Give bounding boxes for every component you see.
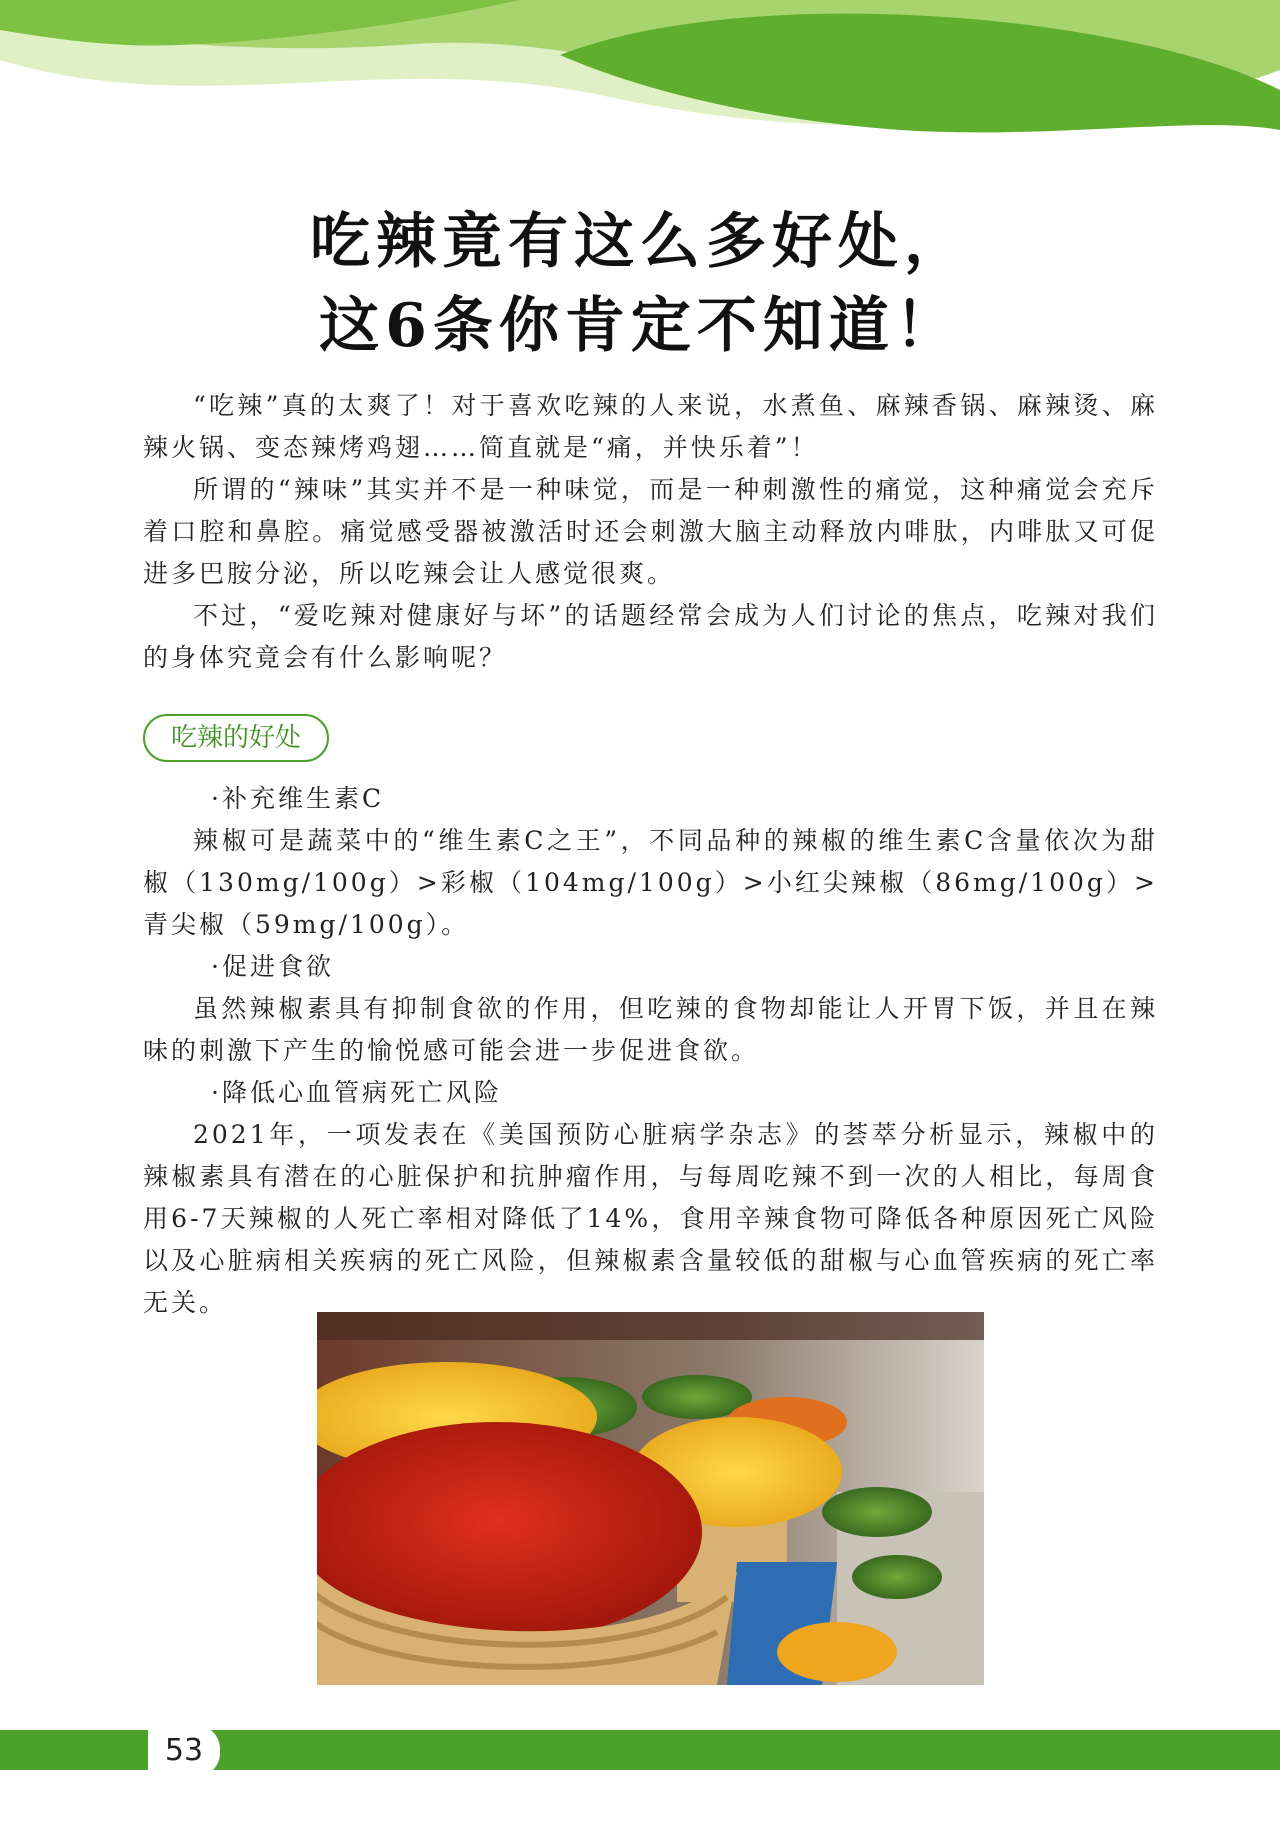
benefit-text: 2021年，一项发表在《美国预防心脏病学杂志》的荟萃分析显示，辣椒中的辣椒素具有潜在的心脏保护和抗肿瘤作用，与每周吃辣不到一次的人相比，每周食用6-7天辣椒的人死亡率相对降低了14%，食用辛辣食物可降低各种原因死亡风险以及心脏病相关疾病的死亡风险，但辣椒素含量较低的甜椒与心血管疾病的死亡率无关。 (143, 1120, 1158, 1317)
chili-market-photo (317, 1312, 984, 1685)
title-line-1: 吃辣竟有这么多好处， (310, 207, 970, 277)
benefit-text: 虽然辣椒素具有抑制食欲的作用，但吃辣的食物却能让人开胃下饭，并且在辣味的刺激下产生的愉悦感可能会进一步促进食欲。 (143, 994, 1158, 1065)
section-badge-label: 吃辣的好处 (171, 723, 302, 753)
header-wave-decoration (0, 0, 1280, 190)
benefit-heading: ·补充维生素C (211, 784, 385, 813)
page-title (0, 200, 1280, 368)
intro-paragraph: “吃辣”真的太爽了！对于喜欢吃辣的人来说，水煮鱼、麻辣香锅、麻辣烫、麻辣火锅、变态辣烤鸡翅……简直就是“痛，并快乐着”！ (143, 391, 1158, 462)
page-number: 53 (164, 1733, 204, 1768)
benefit-heading: ·促进食欲 (211, 952, 334, 981)
section-badge (143, 714, 329, 762)
intro-text (143, 385, 1158, 679)
benefit-text: 辣椒可是蔬菜中的“维生素C之王”，不同品种的辣椒的维生素C含量依次为甜椒（130mg/100g）>彩椒（104mg/100g）>小红尖辣椒（86mg/100g）>青尖椒（59mg/100g）。 (143, 826, 1158, 939)
title-line-2: 这6条你肯定不知道！ (319, 291, 961, 361)
benefit-heading: ·降低心血管病死亡风险 (211, 1078, 502, 1107)
intro-paragraph: 所谓的“辣味”其实并不是一种味觉，而是一种刺激性的痛觉，这种痛觉会充斥着口腔和鼻腔。痛觉感受器被激活时还会刺激大脑主动释放内啡肽，内啡肽又可促进多巴胺分泌，所以吃辣会让人感觉很爽。 (143, 475, 1158, 588)
intro-paragraph: 不过，“爱吃辣对健康好与坏”的话题经常会成为人们讨论的焦点，吃辣对我们的身体究竟会有什么影响呢？ (143, 601, 1158, 672)
benefits-list (143, 778, 1158, 1324)
